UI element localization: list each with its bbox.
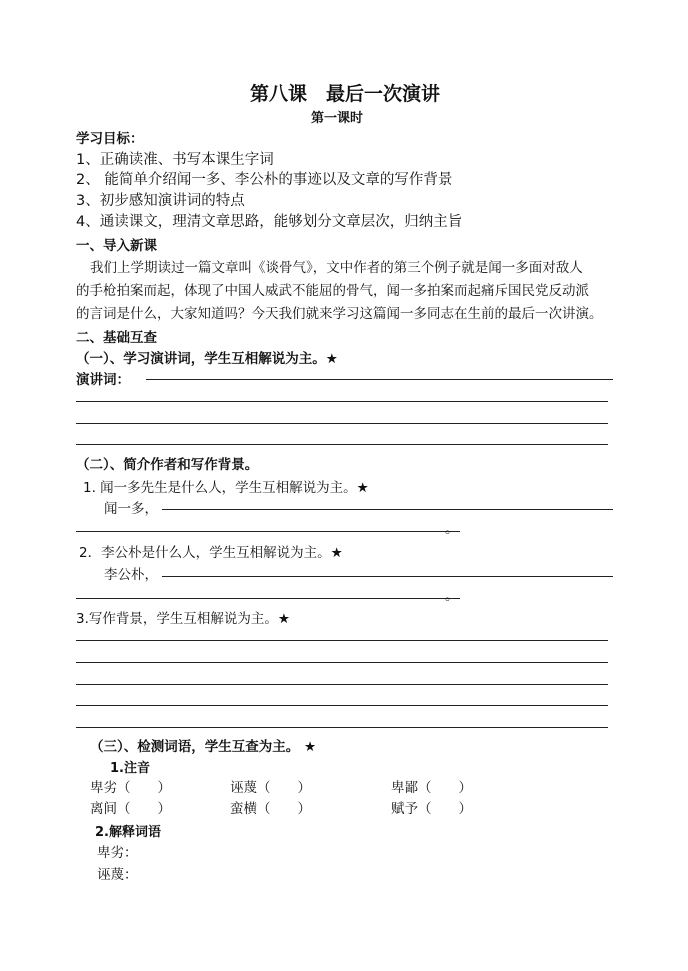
objective-item-1: 1、正确读准、书写本课生字词 bbox=[76, 152, 274, 168]
part1-heading: （一）、学习演讲词，学生互相解说为主。★ bbox=[76, 351, 338, 367]
answer-line[interactable] bbox=[146, 379, 613, 380]
objectives-heading: 学习目标： bbox=[76, 131, 144, 147]
definition-item: 诬蔑： bbox=[97, 867, 138, 883]
answer-line[interactable] bbox=[76, 727, 608, 728]
section2-heading: 二、基础互查 bbox=[76, 330, 157, 346]
answer-line[interactable] bbox=[76, 598, 460, 599]
part2-heading: （二）、简介作者和写作背景。 bbox=[76, 457, 259, 473]
answer-line[interactable] bbox=[76, 705, 608, 706]
question-2-label: 李公朴， bbox=[104, 567, 158, 583]
answer-line[interactable] bbox=[76, 662, 608, 663]
part3-heading: （三）、检测词语，学生互查为主。 ★ bbox=[90, 739, 317, 755]
intro-line-3: 的言词是什么，大家知道吗？今天我们就来学习这篇闻一多同志在生前的最后一次讲演。 bbox=[76, 306, 603, 322]
question-1: 1. 闻一多先生是什么人，学生互相解说为主。★ bbox=[83, 480, 369, 496]
pinyin-item: 赋予（ ） bbox=[391, 801, 472, 817]
definition-subheading: 2.解释词语 bbox=[95, 825, 161, 840]
section1-heading: 一、导入新课 bbox=[76, 238, 157, 254]
period-mark: 。 bbox=[445, 588, 459, 604]
page-subtitle: 第一课时 bbox=[311, 111, 364, 126]
answer-line[interactable] bbox=[76, 684, 608, 685]
pinyin-item: 卑鄙（ ） bbox=[391, 780, 472, 796]
period-mark: 。 bbox=[445, 521, 459, 537]
question-2: 2．李公朴是什么人，学生互相解说为主。★ bbox=[79, 545, 343, 561]
speech-label: 演讲词： bbox=[76, 372, 130, 388]
answer-line[interactable] bbox=[76, 531, 460, 532]
intro-line-1: 我们上学期读过一篇文章叫《谈骨气》，文中作者的第三个例子就是闻一多面对敌人 bbox=[90, 260, 583, 276]
definition-item: 卑劣： bbox=[97, 845, 138, 861]
answer-line[interactable] bbox=[76, 640, 608, 641]
objective-item-3: 3、初步感知演讲词的特点 bbox=[76, 193, 245, 209]
pinyin-item: 卑劣（ ） bbox=[90, 780, 171, 796]
pinyin-subheading: 1.注音 bbox=[110, 761, 150, 776]
objective-item-4: 4、通读课文，理清文章思路，能够划分文章层次，归纳主旨 bbox=[76, 214, 463, 230]
answer-line[interactable] bbox=[76, 444, 608, 445]
pinyin-item: 离间（ ） bbox=[90, 801, 171, 817]
pinyin-item: 诬蔑（ ） bbox=[230, 780, 311, 796]
answer-line[interactable] bbox=[76, 423, 608, 424]
objective-item-2: 2、 能简单介绍闻一多、李公朴的事迹以及文章的写作背景 bbox=[76, 172, 453, 188]
answer-line[interactable] bbox=[162, 576, 613, 577]
answer-line[interactable] bbox=[76, 401, 608, 402]
question-1-label: 闻一多， bbox=[104, 501, 158, 517]
page-title: 第八课 最后一次演讲 bbox=[250, 83, 441, 105]
intro-line-2: 的手枪拍案而起，体现了中国人威武不能屈的骨气，闻一多拍案而起痛斥国民党反动派 bbox=[76, 283, 589, 299]
question-3: 3.写作背景，学生互相解说为主。★ bbox=[76, 611, 290, 627]
pinyin-item: 蛮横（ ） bbox=[230, 801, 311, 817]
answer-line[interactable] bbox=[162, 509, 613, 510]
